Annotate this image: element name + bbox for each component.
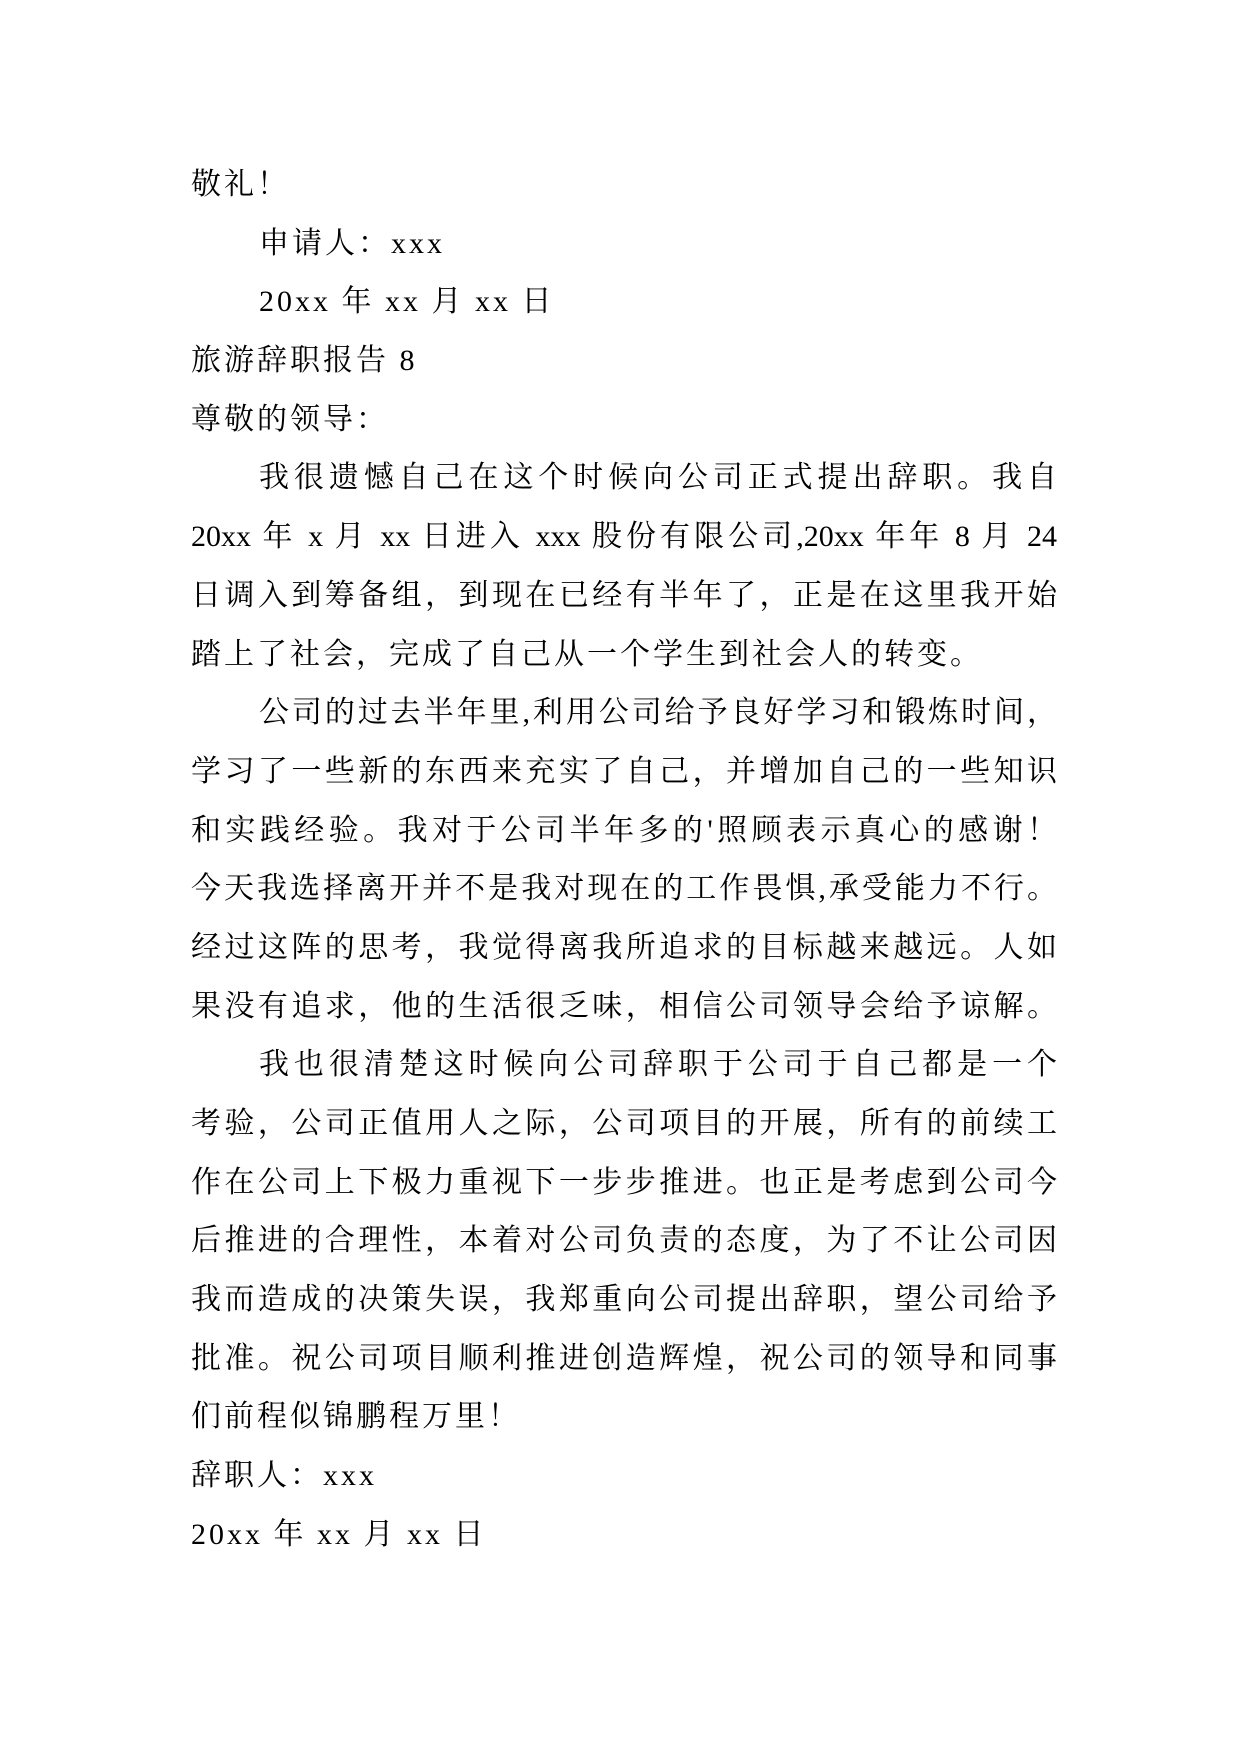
applicant-signature: 申请人：xxx xyxy=(259,226,445,260)
paragraph-line: 后推进的合理性，本着对公司负责的态度，为了不让公司因 xyxy=(191,1224,1057,1258)
report-title: 旅游辞职报告 8 xyxy=(191,344,418,378)
paragraph-line: 公司的过去半年里,利用公司给予良好学习和锻炼时间， xyxy=(259,696,1057,730)
paragraph-line: 我也很清楚这时候向公司辞职于公司于自己都是一个 xyxy=(259,1048,1057,1082)
paragraph-line: 我而造成的决策失误，我郑重向公司提出辞职，望公司给予 xyxy=(191,1283,1057,1317)
report-greeting: 尊敬的领导： xyxy=(191,402,389,436)
paragraph-line: 20xx 年 x 月 xx 日进入 xxx 股份有限公司,20xx 年年 8 月 24 xyxy=(191,520,1057,554)
previous-letter-ending xyxy=(191,156,1057,332)
paragraph-line: 学习了一些新的东西来充实了自己，并增加自己的一些知识 xyxy=(191,754,1057,788)
paragraph-3 xyxy=(191,1036,1057,1447)
resigner-signature: 辞职人：xxx xyxy=(191,1459,377,1493)
paragraph-2 xyxy=(191,684,1057,1036)
resignation-report xyxy=(191,332,1057,1564)
paragraph-line: 们前程似锦鹏程万里！ xyxy=(191,1400,521,1434)
paragraph-line: 踏上了社会，完成了自己从一个学生到社会人的转变。 xyxy=(191,637,983,671)
paragraph-1 xyxy=(191,449,1057,684)
paragraph-line: 和实践经验。我对于公司半年多的'照顾表示真心的感谢！ xyxy=(191,813,1057,847)
closing-salutation: 敬礼！ xyxy=(191,168,290,201)
paragraph-line: 日调入到筹备组，到现在已经有半年了，正是在这里我开始 xyxy=(191,578,1057,612)
report-date: 20xx 年 xx 月 xx 日 xyxy=(191,1517,487,1551)
paragraph-line: 考验，公司正值用人之际，公司项目的开展，所有的前续工 xyxy=(191,1107,1057,1140)
paragraph-line: 今天我选择离开并不是我对现在的工作畏惧,承受能力不行。 xyxy=(191,872,1057,906)
document-body xyxy=(191,156,1057,1565)
paragraph-line: 作在公司上下极力重视下一步步推进。也正是考虑到公司今 xyxy=(191,1165,1057,1199)
paragraph-line: 我很遗憾自己在这个时候向公司正式提出辞职。我自 xyxy=(259,461,1057,495)
paragraph-line: 经过这阵的思考，我觉得离我所追求的目标越来越远。人如 xyxy=(191,930,1057,964)
paragraph-line: 批准。祝公司项目顺利推进创造辉煌，祝公司的领导和同事 xyxy=(191,1341,1057,1375)
applicant-date: 20xx 年 xx 月 xx 日 xyxy=(259,285,555,319)
paragraph-line: 果没有追求，他的生活很乏味，相信公司领导会给予谅解。 xyxy=(191,989,1057,1023)
